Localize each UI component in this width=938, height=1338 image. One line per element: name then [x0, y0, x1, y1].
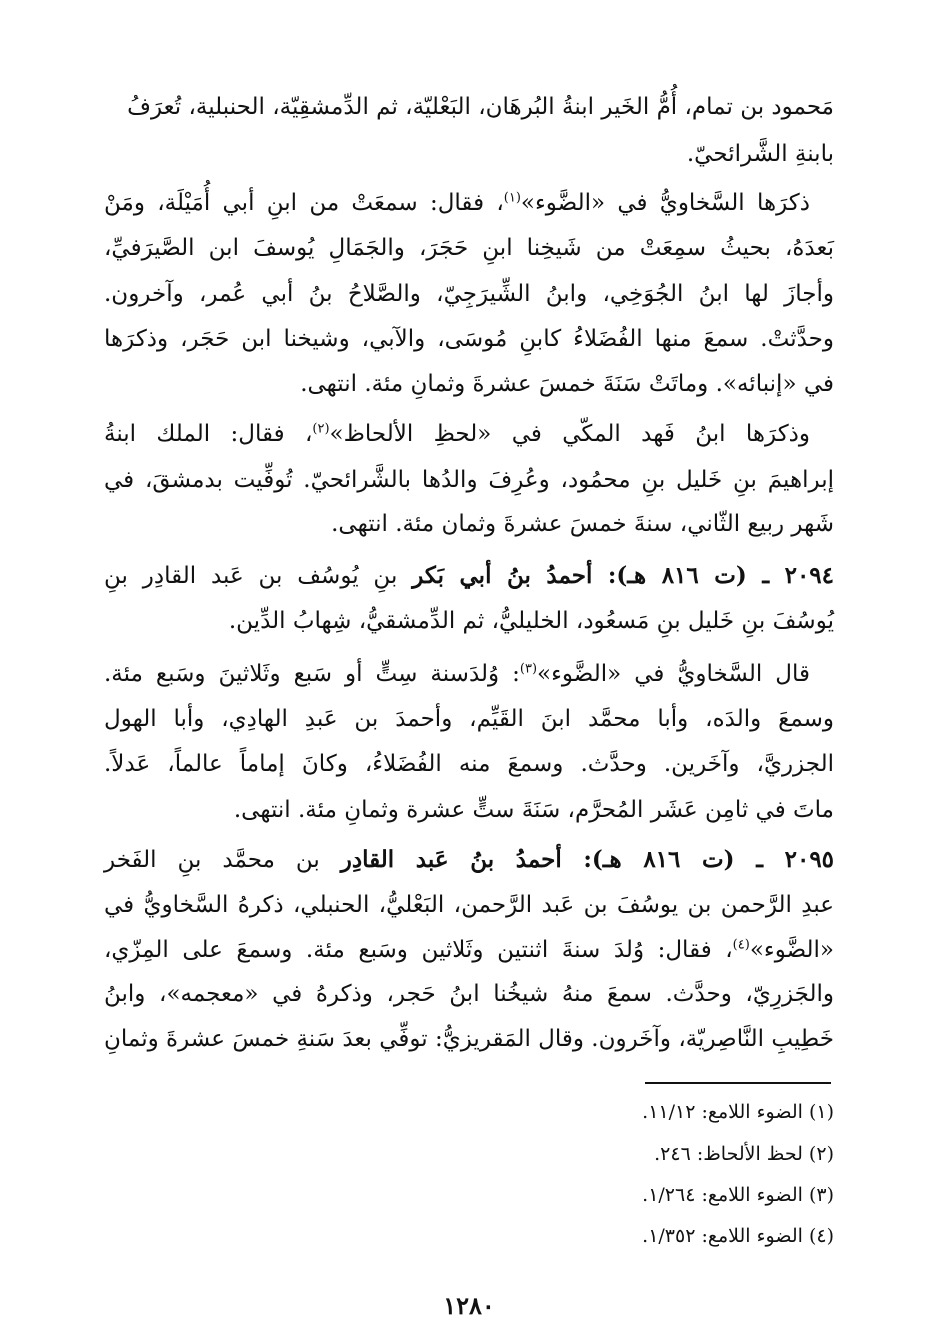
- entry-number: ٢٠٩٤ ـ (ت ٨١٦ هـ):: [607, 562, 835, 589]
- text-line: خَطِيبِ النَّاصِريّة، وآخَرون. وقال المَقريزيُّ: توفِّي بعدَ سَنةِ خمسَ عشرةَ وثمانِ: [104, 1026, 834, 1052]
- footnote-ref: (٢): [312, 421, 330, 437]
- footnote: (١) الضوء اللامع: ١١/١٢.: [642, 1101, 834, 1123]
- footnote-divider: [645, 1082, 831, 1084]
- footnote-ref: (٤): [732, 937, 750, 953]
- text-line: ماتَ في ثامِن عَشَر المُحرَّم، سَنَةَ ستٍّ عشرة وثمانِ مئة. انتهى.: [233, 797, 834, 823]
- footnote-ref: (١): [503, 190, 521, 206]
- text-line: شَهر ربيع الثّاني، سنةَ خمسَ عشرةَ وثمان مئة. انتهى.: [331, 511, 834, 537]
- text-line: والجَزرِيّ، وحدَّث. سمعَ منهُ شيخُنا ابنُ حَجر، وذكرهُ في «معجمه»، وابنُ: [104, 981, 834, 1007]
- text-line: وسمعَ والدَه، وأبا محمَّد ابنَ القَيِّم، وأحمدَ بن عَبدِ الهادِي، وأبا الهول: [104, 706, 834, 732]
- text-line: الجزريَّ، وآخَرين. وحدَّث. وسمعَ منه الفُضَلاءُ، وكانَ إماماً عالماً، عَدلاً.: [104, 751, 834, 777]
- footnote: (٤) الضوء اللامع: ١/٣٥٢.: [642, 1225, 834, 1247]
- entry-name: أحمدُ بنُ أبي بَكر: [412, 562, 608, 589]
- text-line: عبدِ الرَّحمن بن يوسُفَ بن عَبد الرَّحمن، البَعْليُّ، الحنبلي، ذكرهُ السَّخاويُّ في: [104, 892, 834, 918]
- text-line: «الضَّوء»$^{(٤)}$، فقال: وُلدَ سنةَ اثنتين وثَلاثين وسَبع مئة. وسمعَ على المِزّي،: [104, 937, 834, 963]
- text-line: وحدَّثتْ. سمعَ منها الفُضَلاءُ كابنِ مُوسَى، والآبي، وشيخنا ابن حَجَر، وذكرَها: [104, 326, 834, 352]
- footnote-ref: (٣): [519, 661, 538, 677]
- entry-heading: ٢٠٩٥ ـ (ت ٨١٦ هـ): أحمدُ بنُ عَبد القادِر بن محمَّد بنِ الفَخر: [104, 846, 835, 873]
- text-line: في «إنبائه». وماتَتْ سَنَةَ خمسَ عشرةَ وثمانِ مئة. انتهى.: [300, 371, 834, 397]
- text-line: قال السَّخاويُّ في «الضَّوء»$^{(٣)}$: وُلدَسنة سِتٍّ أو سَبع وثَلاثينَ وسَبع مئة.: [104, 661, 810, 687]
- footnote: (٣) الضوء اللامع: ١/٢٦٤.: [642, 1184, 834, 1206]
- entry-number: ٢٠٩٥ ـ (ت ٨١٦ هـ):: [583, 846, 835, 873]
- text-line: وأجازَ لها ابنُ الجُوَخِي، وابنُ الشِّيرَجِيّ، والصَّلاحُ بنُ أبي عُمر، وآخرون.: [104, 281, 834, 307]
- text-line: بَعدَهُ، بحيثُ سمِعَتْ من شَيخِنا ابنِ حَجَرَ، والجَمَالِ يُوسفَ ابن الصَّيرَفيِّ،: [104, 235, 834, 261]
- text-line: بابنةِ الشَّرائحيّ.: [686, 141, 834, 167]
- text-line: يُوسُفَ بنِ خَليل بنِ مَسعُود، الخليليُّ، ثم الدِّمشقيُّ، شِهابُ الدِّين.: [228, 608, 834, 634]
- text-line: وذكرَها ابنُ فَهد المكّي في «لحظِ الألحاظ»$^{(٢)}$، فقال: الملك ابنةُ: [104, 421, 810, 447]
- entry-heading: ٢٠٩٤ ـ (ت ٨١٦ هـ): أحمدُ بنُ أبي بَكر بنِ يُوسُف بن عَبد القادِر بنِ: [104, 562, 835, 589]
- entry-name: أحمدُ بنُ عَبد القادِر: [340, 846, 584, 873]
- text-line: ذكرَها السَّخاويُّ في «الضَّوء»$^{(١)}$، فقال: سمعَتْ من ابنِ أبي أُمَيْلَة، ومَنْ: [104, 190, 810, 216]
- footnote: (٢) لحظ الألحاظ: ٢٤٦.: [654, 1143, 834, 1165]
- text-line: مَحمود بن تمام، أُمُّ الخَير ابنةُ البُرهَان، البَعْليّة، ثم الدِّمشقِيّة، الحنبلية، تُعرَفُ: [127, 94, 834, 120]
- text-line: إبراهيمَ بنِ خَليل بنِ محمُود، وعُرِفَ والدُها بالشَّرائحيّ. تُوفِّيت بدمشقَ، في: [104, 467, 834, 493]
- page-number: ١٢٨٠: [443, 1291, 495, 1320]
